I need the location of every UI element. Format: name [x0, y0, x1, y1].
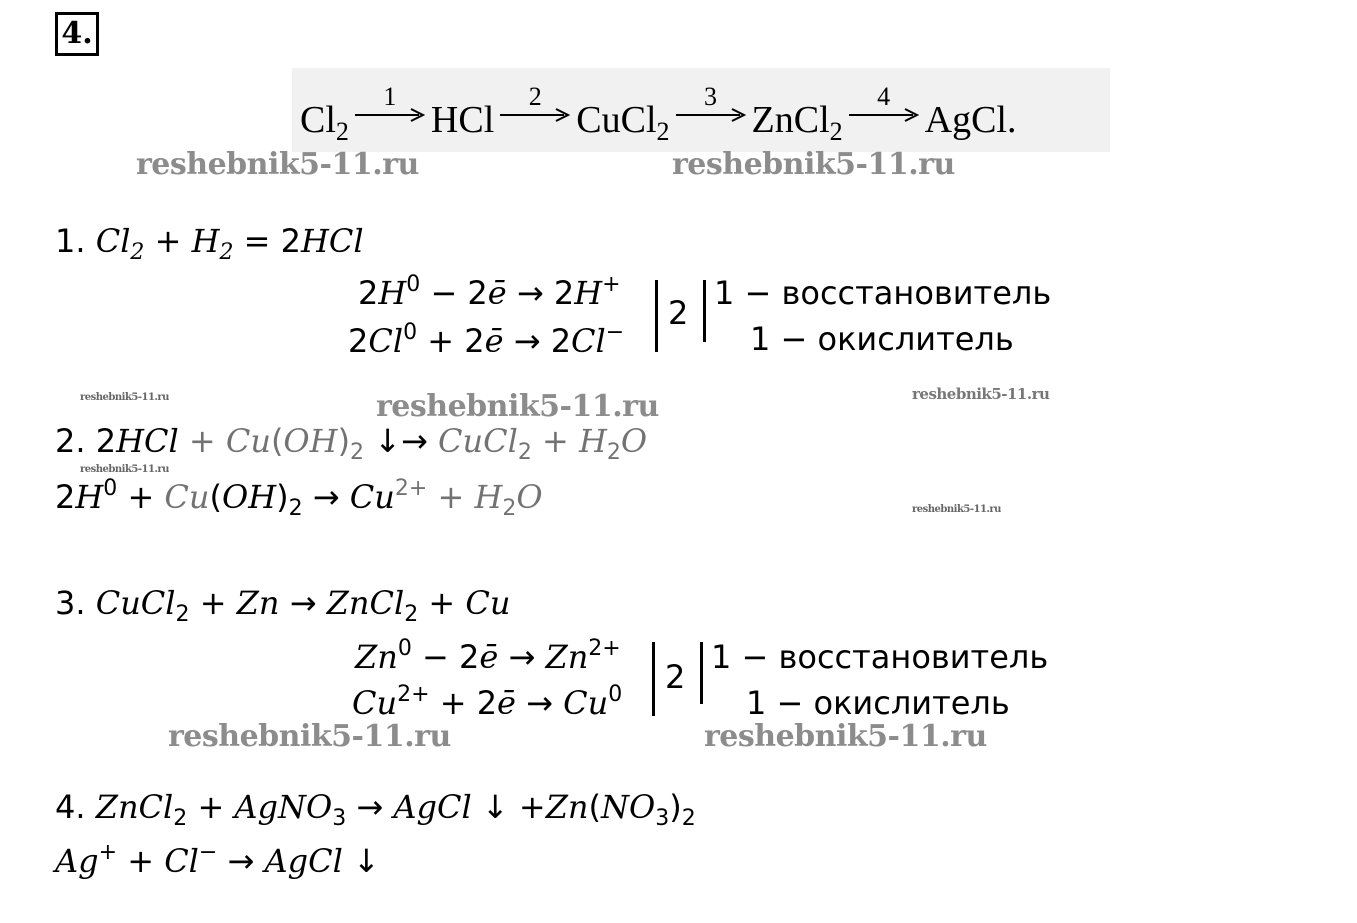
equation-2-ionic: $2H^0 + Cu(OH)_2 \to Cu^{2+} + H_2O$ — [55, 476, 543, 521]
equation-1: 1. $Cl_2 + H_2 = 2HCl$ — [55, 222, 364, 265]
eq1-role-reducer: 1 − восстановитель — [714, 274, 1052, 312]
scheme-item-hcl: HCl — [430, 99, 495, 141]
watermark: reshebnik5-11.ru — [672, 147, 955, 182]
watermark: reshebnik5-11.ru — [136, 147, 419, 182]
eq3-half-reaction-1: $Zn^0$ − 2ē → $Zn^{2+}$ — [355, 636, 621, 676]
scheme-item-cucl2: CuCl$_2$ — [576, 99, 670, 146]
watermark: reshebnik5-11.ru — [704, 719, 987, 754]
eq1-half-reaction-1: $2H^0$ − 2ē → 2H+ — [358, 272, 621, 312]
scheme-arrow-1: 1 — [355, 92, 425, 132]
eq3-half-reaction-2: $Cu^{2+}$ + 2ē → $Cu^0$ — [352, 682, 623, 722]
scheme-item-agcl: AgCl. — [924, 99, 1017, 141]
watermark: reshebnik5-11.ru — [376, 389, 659, 424]
scheme-arrow-3: 3 — [676, 92, 746, 132]
transformation-scheme — [300, 82, 1017, 146]
watermark: reshebnik5-11.ru — [80, 392, 169, 403]
eq3-role-oxidizer: 1 − окислитель — [746, 684, 1010, 722]
balance-bar-left — [655, 280, 658, 352]
eq3-coefficient: 2 — [665, 658, 686, 696]
scheme-arrow-4: 4 — [849, 92, 919, 132]
watermark: reshebnik5-11.ru — [912, 385, 1050, 403]
watermark: reshebnik5-11.ru — [168, 719, 451, 754]
watermark: reshebnik5-11.ru — [80, 464, 169, 475]
eq3-role-reducer: 1 − восстановитель — [711, 638, 1049, 676]
balance-bar-left — [652, 642, 655, 716]
balance-bar-right — [703, 280, 706, 342]
balance-bar-right — [700, 642, 703, 704]
scheme-arrow-2: 2 — [500, 92, 570, 132]
scheme-item-cl2: $Cl_2$ — [300, 99, 349, 146]
scheme-item-zncl2: ZnCl$_2$ — [751, 99, 843, 146]
eq1-coefficient: 2 — [668, 294, 689, 332]
eq1-role-oxidizer: 1 − окислитель — [750, 320, 1014, 358]
eq1-half-reaction-2: $2Cl^0$ + 2ē → 2Cl− — [348, 320, 625, 360]
equation-4-ionic: Ag+ + Cl− → AgCl ↓ — [55, 840, 380, 880]
equation-4: 4. ZnCl$_2$ + AgNO$_3$ → AgCl ↓ $+Zn(NO_3)_2$ — [55, 788, 696, 831]
task-number: 4. — [55, 12, 99, 56]
equation-2: 2. $2HCl + Cu(OH)_2$ ↓→ CuCl$_2$ + $H_2O$ — [55, 422, 648, 465]
watermark: reshebnik5-11.ru — [912, 504, 1001, 515]
equation-3: 3. CuCl$_2$ + Zn → ZnCl$_2$ + Cu — [55, 584, 511, 627]
